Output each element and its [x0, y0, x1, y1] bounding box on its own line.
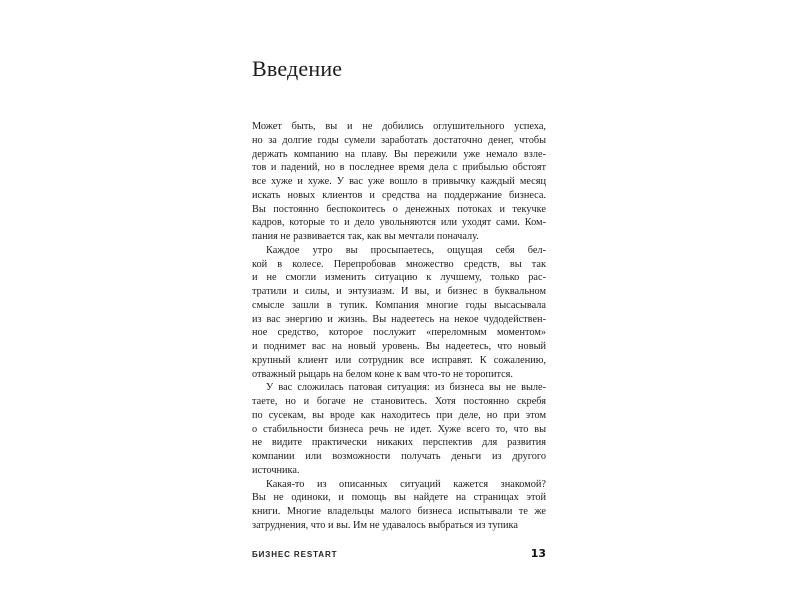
- paragraph: [252, 120, 546, 244]
- text-line: смысле зашли в тупик. Компания многие годы высасывала: [252, 299, 546, 311]
- text-line: ное средство, которое послужит «переломным моментом»: [252, 327, 546, 339]
- text-line: по сусекам, вы вроде как находитесь при деле, но при этом: [252, 409, 546, 421]
- text-line: Каждое утро вы просыпаетесь, ощущая себя бел-: [266, 244, 546, 256]
- text-line: кадров, которые то и дело увольняются или уходят сами. Ком-: [252, 217, 546, 229]
- text-line: тратили и силы, и энтузиазм. И вы, и бизнес в буквальном: [252, 286, 546, 297]
- text-line: но за долгие годы сумели заработать достаточно денег, чтобы: [252, 134, 546, 146]
- text-line: затруднения, что и вы. Им не удавалось выбраться из тупика: [252, 519, 518, 531]
- text-line: Вы не одиноки, и помощь вы найдете на страницах этой: [252, 492, 546, 504]
- text-line: Может быть, вы и не добились оглушительного успеха,: [252, 121, 546, 132]
- book-page: [252, 57, 546, 533]
- text-line: и не смогли изменить ситуацию к лучшему, только рас-: [252, 272, 546, 284]
- text-line: не видите практически никаких перспектив для развития: [252, 437, 546, 449]
- text-line: кой в колесе. Перепробовав множество средств, вы так: [252, 258, 546, 270]
- footer-book-title: БИЗНЕС RESTART: [252, 550, 338, 559]
- page-title: Введение: [252, 56, 343, 81]
- text-line: о стабильности бизнеса речь не идет. Хуже всего то, что вы: [252, 423, 546, 435]
- text-line: крупный клиент или сотрудник все исправят. К сожалению,: [252, 354, 546, 366]
- text-line: из вас энергию и жизнь. Вы надеетесь на некое чудодействен-: [252, 313, 546, 325]
- paragraph: [252, 381, 546, 477]
- text-line: источника.: [252, 464, 300, 476]
- text-line: держать компанию на плаву. Вы пережили уже немало взле-: [252, 148, 546, 160]
- text-line: компании или возможности получать деньги из другого: [252, 451, 546, 462]
- text-line: Какая-то из описанных ситуаций кажется знакомой?: [266, 478, 546, 490]
- text-line: У вас сложилась патовая ситуация: из бизнеса вы не выле-: [266, 382, 546, 394]
- paragraph: [252, 244, 546, 382]
- text-line: книги. Многие владельцы малого бизнеса испытывали те же: [252, 506, 546, 517]
- text-line: тов и падений, но в последнее время дела с прибылью обстоят: [252, 162, 546, 174]
- page-footer: [252, 547, 546, 560]
- text-line: Вы постоянно беспокоитесь о денежных потоках и текучке: [252, 203, 546, 215]
- text-line: искать новых клиентов и средства на поддержание бизнеса.: [252, 189, 546, 201]
- text-line: пания не развивается так, как вы мечтали поначалу.: [252, 231, 479, 242]
- text-line: таете, но и богаче не становитесь. Хотя постоянно скребя: [252, 396, 546, 407]
- text-line: все хуже и хуже. У вас уже вошло в привычку каждый месяц: [252, 176, 546, 187]
- text-line: отважный рыцарь на белом коне к вам что-то не торопится.: [252, 368, 513, 380]
- paragraph: [252, 478, 546, 533]
- footer-page-number: 13: [530, 547, 546, 560]
- body-text: [252, 120, 546, 533]
- text-line: и поднимет вас на новый уровень. Вы надеетесь, что новый: [252, 341, 546, 352]
